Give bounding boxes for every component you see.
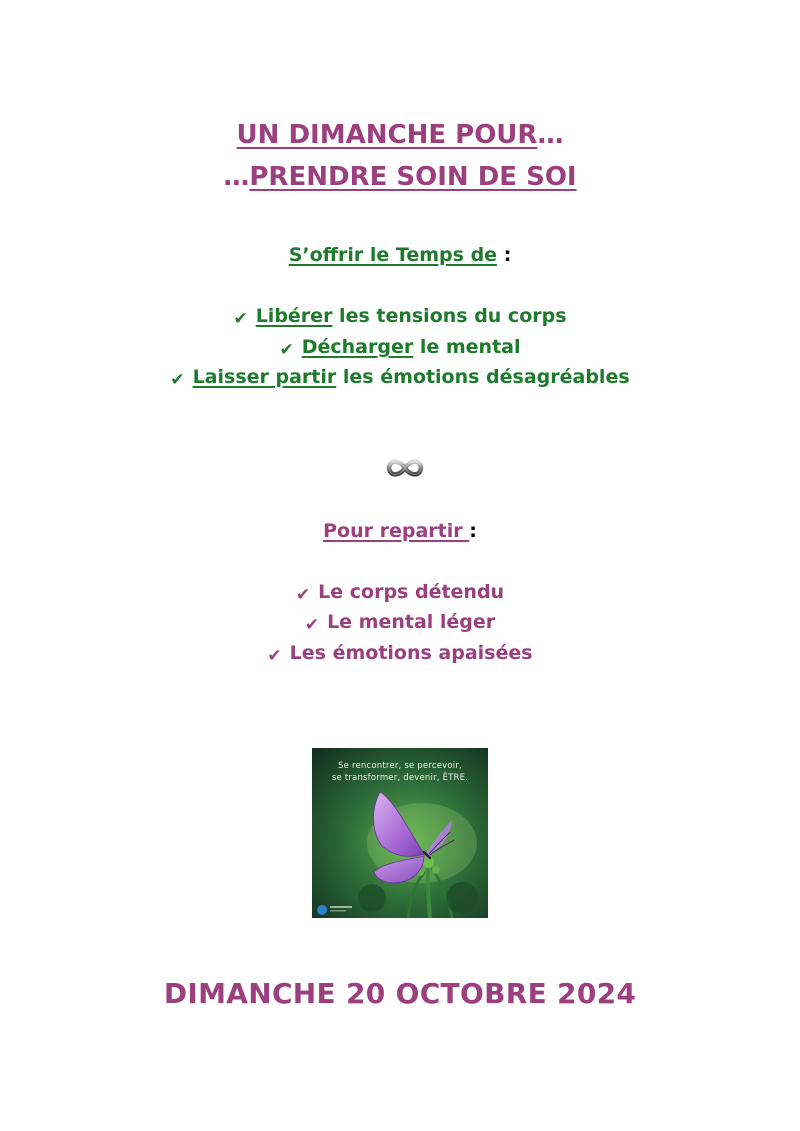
checkmark-icon: ✔ bbox=[304, 615, 320, 635]
outcome-item-text: Le mental léger bbox=[327, 611, 496, 633]
checkmark-icon: ✔ bbox=[295, 585, 311, 605]
outcome-item bbox=[0, 640, 800, 667]
offer-heading-colon: : bbox=[497, 244, 512, 266]
event-date: DIMANCHE 20 OCTOBRE 2024 bbox=[163, 977, 637, 1010]
outcome-item bbox=[0, 609, 800, 636]
butterfly-photo bbox=[312, 748, 488, 918]
outcome-item-text: Le corps détendu bbox=[318, 581, 505, 603]
title-line-1-text: UN DIMANCHE POUR bbox=[236, 120, 538, 150]
infinity-icon bbox=[384, 455, 426, 481]
checkmark-icon: ✔ bbox=[170, 370, 185, 390]
offer-item-text: les tensions du corps bbox=[332, 305, 567, 327]
offer-item bbox=[0, 364, 800, 391]
checkmark-icon: ✔ bbox=[279, 340, 294, 360]
photo-caption-line-2: se transformer, devenir, ÊTRE. bbox=[331, 773, 469, 783]
outcome-heading-text: Pour repartir bbox=[323, 520, 470, 542]
offer-item-keyword: Laisser partir bbox=[192, 366, 337, 388]
checkmark-icon: ✔ bbox=[267, 646, 282, 666]
offer-heading bbox=[0, 242, 800, 268]
offer-item-keyword: Décharger bbox=[301, 336, 414, 358]
title-line-1 bbox=[0, 118, 800, 152]
offer-item bbox=[0, 303, 800, 330]
outcome-heading bbox=[0, 518, 800, 544]
title-line-2 bbox=[0, 160, 800, 194]
checkmark-icon: ✔ bbox=[233, 309, 248, 329]
offer-item-keyword: Libérer bbox=[255, 305, 333, 327]
offer-heading-text: S’offrir le Temps de bbox=[288, 244, 498, 266]
outcome-heading-colon: : bbox=[469, 520, 477, 542]
photo-caption-line-1: Se rencontrer, se percevoir, bbox=[338, 761, 462, 771]
title-line-2-text: PRENDRE SOIN DE SOI bbox=[249, 162, 577, 192]
offer-item-text: les émotions désagréables bbox=[336, 366, 630, 388]
outcome-item bbox=[0, 579, 800, 606]
offer-item bbox=[0, 334, 800, 361]
title-line-2-ellipsis: … bbox=[223, 162, 250, 192]
outcome-item-text: Les émotions apaisées bbox=[289, 642, 533, 664]
offer-item-text: le mental bbox=[413, 336, 521, 358]
photo-caption bbox=[312, 760, 488, 784]
title-line-1-ellipsis: … bbox=[537, 120, 564, 150]
